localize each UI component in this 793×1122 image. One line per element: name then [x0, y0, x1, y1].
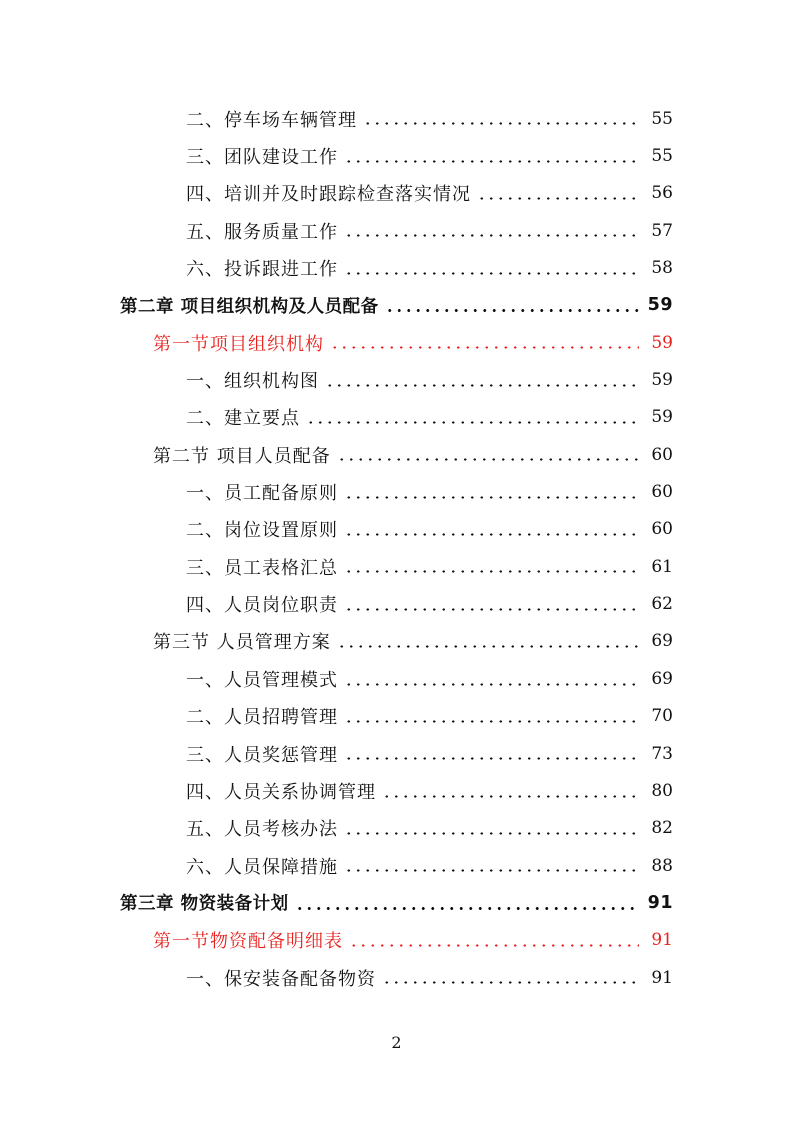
- toc-entry-line: [186, 548, 673, 585]
- toc-entry-title[interactable]: 三、团队建设工作: [186, 147, 338, 169]
- dot-leader: [342, 473, 647, 510]
- toc-entry-item[interactable]: [0, 847, 793, 884]
- toc-entry-page-number[interactable]: 80: [651, 780, 673, 801]
- toc-entry-item[interactable]: [0, 249, 793, 286]
- toc-entry-line: [186, 399, 673, 436]
- toc-entry-page-number[interactable]: 88: [651, 855, 673, 876]
- toc-entry-line: [186, 660, 673, 697]
- toc-entry-title[interactable]: 二、人员招聘管理: [186, 707, 338, 729]
- toc-entry-title[interactable]: 一、员工配备原则: [186, 483, 338, 505]
- toc-entry-title[interactable]: 第一节项目组织机构: [153, 333, 324, 355]
- toc-entry-page-number[interactable]: 82: [651, 818, 673, 839]
- toc-entry-line: [186, 361, 673, 398]
- toc-entry-line: [153, 922, 673, 959]
- toc-entry-title[interactable]: 第二章 项目组织机构及人员配备: [120, 296, 379, 317]
- toc-entry-line: [153, 324, 673, 361]
- dot-leader: [342, 735, 647, 772]
- toc-entry-title[interactable]: 五、服务质量工作: [186, 221, 338, 243]
- toc-entry-title[interactable]: 六、投诉跟进工作: [186, 259, 338, 281]
- dot-leader: [323, 361, 647, 398]
- toc-entry-item[interactable]: [0, 361, 793, 398]
- dot-leader: [342, 660, 647, 697]
- toc-entry-title[interactable]: 五、人员考核办法: [186, 819, 338, 841]
- toc-entry-page-number[interactable]: 58: [651, 258, 673, 279]
- toc-entry-page-number[interactable]: 59: [651, 332, 673, 353]
- toc-entry-title[interactable]: 三、人员奖惩管理: [186, 744, 338, 766]
- toc-entry-title[interactable]: 第三节 人员管理方案: [153, 632, 331, 654]
- toc-entry-title[interactable]: 三、员工表格汇总: [186, 557, 338, 579]
- toc-entry-page-number[interactable]: 69: [651, 668, 673, 689]
- toc-entry-item[interactable]: [0, 660, 793, 697]
- dot-leader: [342, 511, 647, 548]
- toc-entry-line: [153, 436, 673, 473]
- toc-entry-line: [186, 473, 673, 510]
- toc-entry-page-number[interactable]: 55: [651, 108, 673, 129]
- toc-entry-item[interactable]: [0, 100, 793, 137]
- dot-leader: [380, 959, 647, 996]
- toc-entry-page-number[interactable]: 91: [651, 967, 673, 988]
- toc-entry-line: [186, 511, 673, 548]
- toc-entry-title[interactable]: 第二节 项目人员配备: [153, 445, 331, 467]
- toc-entry-page-number[interactable]: 91: [651, 930, 673, 951]
- dot-leader: [347, 922, 647, 959]
- toc-entry-page-number[interactable]: 61: [651, 556, 673, 577]
- toc-entry-line: [186, 585, 673, 622]
- dot-leader: [361, 100, 647, 137]
- toc-entry-line: [186, 959, 673, 996]
- toc-entry-title[interactable]: 二、岗位设置原则: [186, 520, 338, 542]
- toc-entry-title[interactable]: 二、停车场车辆管理: [186, 109, 357, 131]
- toc-entry-line: [186, 772, 673, 809]
- dot-leader: [342, 212, 647, 249]
- table-of-contents: [0, 100, 793, 996]
- dot-leader: [342, 249, 647, 286]
- toc-entry-page-number[interactable]: 55: [651, 146, 673, 167]
- toc-entry-item[interactable]: [0, 585, 793, 622]
- dot-leader: [342, 548, 647, 585]
- dot-leader: [328, 324, 647, 361]
- toc-entry-page-number[interactable]: 59: [651, 370, 673, 391]
- toc-entry-page-number[interactable]: 56: [651, 183, 673, 204]
- toc-entry-line: [153, 623, 673, 660]
- dot-leader: [335, 623, 647, 660]
- toc-entry-page-number[interactable]: 60: [651, 519, 673, 540]
- toc-entry-page-number[interactable]: 59: [647, 295, 673, 316]
- toc-entry-line: [120, 287, 673, 324]
- dot-leader: [335, 436, 647, 473]
- dot-leader: [293, 884, 647, 921]
- toc-entry-item[interactable]: [0, 175, 793, 212]
- toc-entry-line: [120, 884, 673, 921]
- dot-leader: [342, 810, 647, 847]
- toc-entry-section[interactable]: [0, 922, 793, 959]
- toc-entry-title[interactable]: 第三章 物资装备计划: [120, 894, 289, 915]
- toc-entry-title[interactable]: 四、人员岗位职责: [186, 595, 338, 617]
- toc-entry-item[interactable]: [0, 399, 793, 436]
- toc-entry-item[interactable]: [0, 511, 793, 548]
- toc-entry-page-number[interactable]: 70: [651, 706, 673, 727]
- toc-entry-page-number[interactable]: 60: [651, 444, 673, 465]
- toc-entry-page-number[interactable]: 57: [651, 220, 673, 241]
- toc-entry-section[interactable]: [0, 623, 793, 660]
- toc-entry-item[interactable]: [0, 548, 793, 585]
- toc-entry-line: [186, 175, 673, 212]
- toc-entry-title[interactable]: 一、人员管理模式: [186, 669, 338, 691]
- toc-entry-chapter[interactable]: [0, 287, 793, 324]
- toc-entry-title[interactable]: 四、人员关系协调管理: [186, 781, 376, 803]
- toc-entry-item[interactable]: [0, 698, 793, 735]
- toc-entry-page-number[interactable]: 60: [651, 482, 673, 503]
- toc-entry-section[interactable]: [0, 324, 793, 361]
- toc-entry-section[interactable]: [0, 436, 793, 473]
- toc-entry-line: [186, 698, 673, 735]
- toc-entry-item[interactable]: [0, 473, 793, 510]
- dot-leader: [475, 175, 647, 212]
- toc-entry-line: [186, 137, 673, 174]
- toc-entry-title[interactable]: 六、人员保障措施: [186, 856, 338, 878]
- toc-entry-page-number[interactable]: 69: [651, 631, 673, 652]
- toc-entry-item[interactable]: [0, 959, 793, 996]
- toc-entry-item[interactable]: [0, 810, 793, 847]
- dot-leader: [304, 399, 647, 436]
- dot-leader: [380, 772, 647, 809]
- dot-leader: [342, 847, 647, 884]
- toc-entry-chapter[interactable]: [0, 884, 793, 921]
- dot-leader: [383, 287, 647, 324]
- dot-leader: [342, 698, 647, 735]
- toc-entry-title[interactable]: 二、建立要点: [186, 408, 300, 430]
- toc-entry-line: [186, 810, 673, 847]
- toc-entry-item[interactable]: [0, 772, 793, 809]
- toc-entry-line: [186, 735, 673, 772]
- toc-entry-item[interactable]: [0, 137, 793, 174]
- toc-entry-item[interactable]: [0, 735, 793, 772]
- toc-entry-line: [186, 249, 673, 286]
- toc-entry-title[interactable]: 第一节物资配备明细表: [153, 931, 343, 953]
- toc-entry-page-number[interactable]: 91: [647, 892, 673, 913]
- toc-entry-page-number[interactable]: 59: [651, 407, 673, 428]
- toc-entry-item[interactable]: [0, 212, 793, 249]
- toc-entry-title[interactable]: 一、保安装备配备物资: [186, 968, 376, 990]
- toc-entry-title[interactable]: 四、培训并及时跟踪检查落实情况: [186, 184, 471, 206]
- toc-entry-line: [186, 212, 673, 249]
- toc-entry-line: [186, 100, 673, 137]
- page-number: 2: [391, 1033, 402, 1052]
- dot-leader: [342, 137, 647, 174]
- toc-entry-page-number[interactable]: 62: [651, 594, 673, 615]
- toc-entry-title[interactable]: 一、组织机构图: [186, 371, 319, 393]
- dot-leader: [342, 585, 647, 622]
- toc-entry-line: [186, 847, 673, 884]
- toc-entry-page-number[interactable]: 73: [651, 743, 673, 764]
